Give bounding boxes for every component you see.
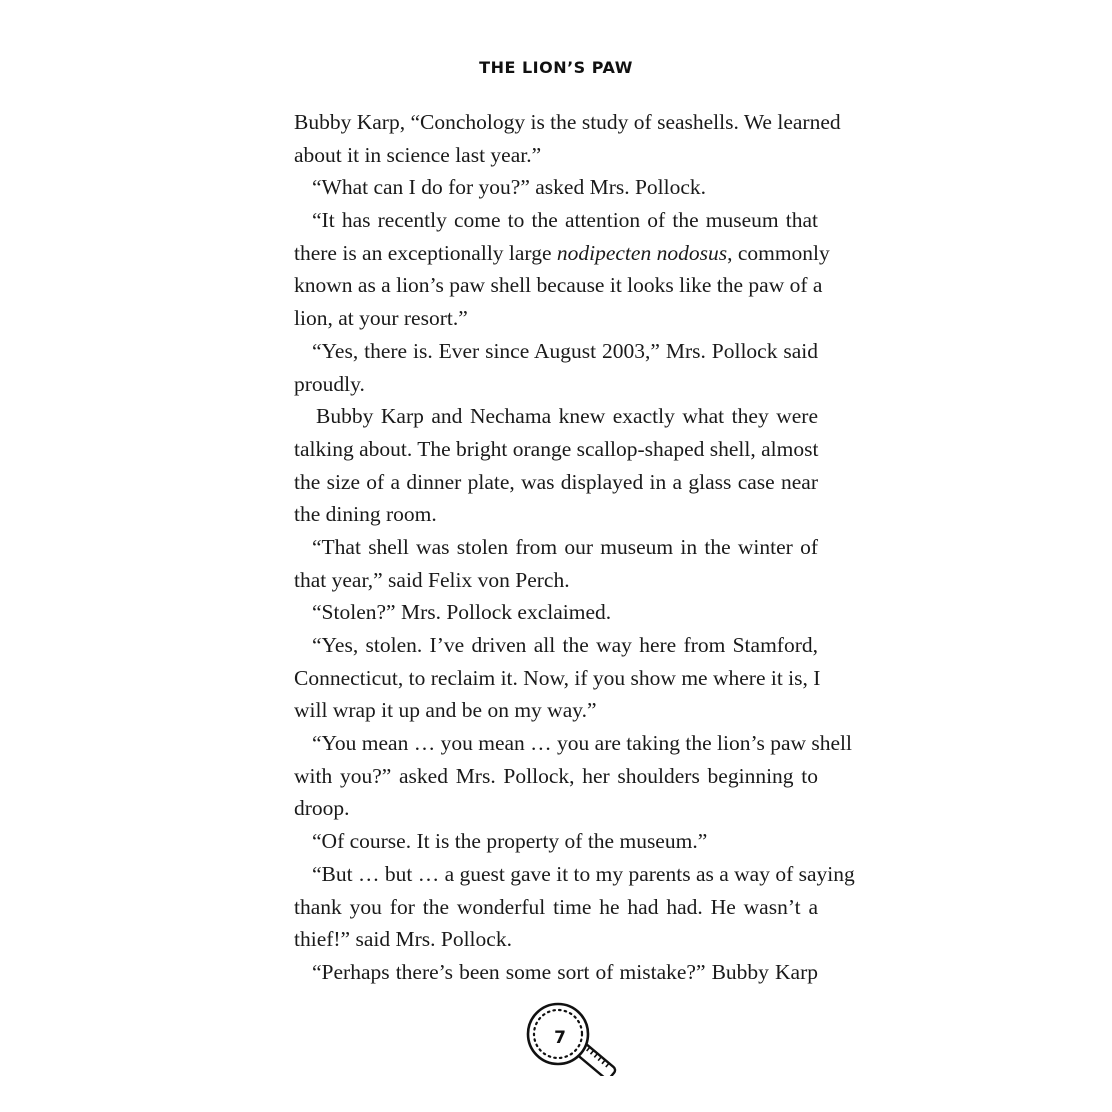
text-line: “It has recently come to the attention of the museum that	[312, 208, 818, 233]
text-line: the dining room.	[294, 502, 437, 527]
running-head: THE LION’S PAW	[479, 58, 633, 77]
text-line: Bubby Karp and Nechama knew exactly what they were	[316, 404, 818, 429]
text-line: “But … but … a guest gave it to my parents as a way of saying	[312, 861, 855, 886]
text-line: that year,” said Felix von Perch.	[294, 567, 570, 592]
text-line: talking about. The bright orange scallop-shaped shell, almost	[294, 436, 819, 461]
text-line: Bubby Karp, “Conchology is the study of seashells. We learned	[294, 110, 841, 134]
text-line: will wrap it up and be on my way.”	[294, 698, 597, 723]
text-line: known as a lion’s paw shell because it looks like the paw of a	[294, 273, 823, 298]
text-fragment	[294, 237, 830, 270]
text-line: about it in science last year.”	[294, 142, 542, 167]
text-line: thank you for the wonderful time he had had. He wasn’t a	[294, 894, 818, 919]
text-fragment-roman: there is an exceptionally large	[294, 240, 552, 265]
text-line: “Perhaps there’s been some sort of mistake?” Bubby Karp	[312, 959, 818, 984]
text-line: “You mean … you mean … you are taking the lion’s paw shell	[312, 731, 852, 756]
text-line: “That shell was stolen from our museum in the winter of	[312, 534, 818, 559]
italic-species-name: nodipecten nodosus	[556, 240, 728, 265]
text-line-mixed	[294, 237, 830, 270]
page-number-badge	[520, 1000, 624, 1076]
text-line: “Of course. It is the property of the museum.”	[312, 829, 708, 854]
text-line: Connecticut, to reclaim it. Now, if you show me where it is, I	[294, 665, 821, 690]
text-line: with you?” asked Mrs. Pollock, her shoulders beginning to	[294, 763, 818, 788]
text-line: “Yes, there is. Ever since August 2003,” Mrs. Pollock said	[312, 338, 818, 363]
page-number: 7	[554, 1028, 566, 1048]
text-line: “Yes, stolen. I’ve driven all the way here from Stamford,	[312, 633, 818, 657]
text-line: lion, at your resort.”	[294, 306, 468, 331]
text-line: proudly.	[294, 371, 365, 396]
text-line: droop.	[294, 796, 350, 821]
text-line: the size of a dinner plate, was displayed in a glass case near	[294, 469, 818, 494]
text-line: “What can I do for you?” asked Mrs. Pollock.	[312, 175, 707, 200]
text-fragment-roman: , commonly	[727, 240, 830, 265]
text-line: thief!” said Mrs. Pollock.	[294, 927, 512, 952]
body-text	[294, 106, 855, 989]
text-line: “Stolen?” Mrs. Pollock exclaimed.	[312, 600, 612, 625]
